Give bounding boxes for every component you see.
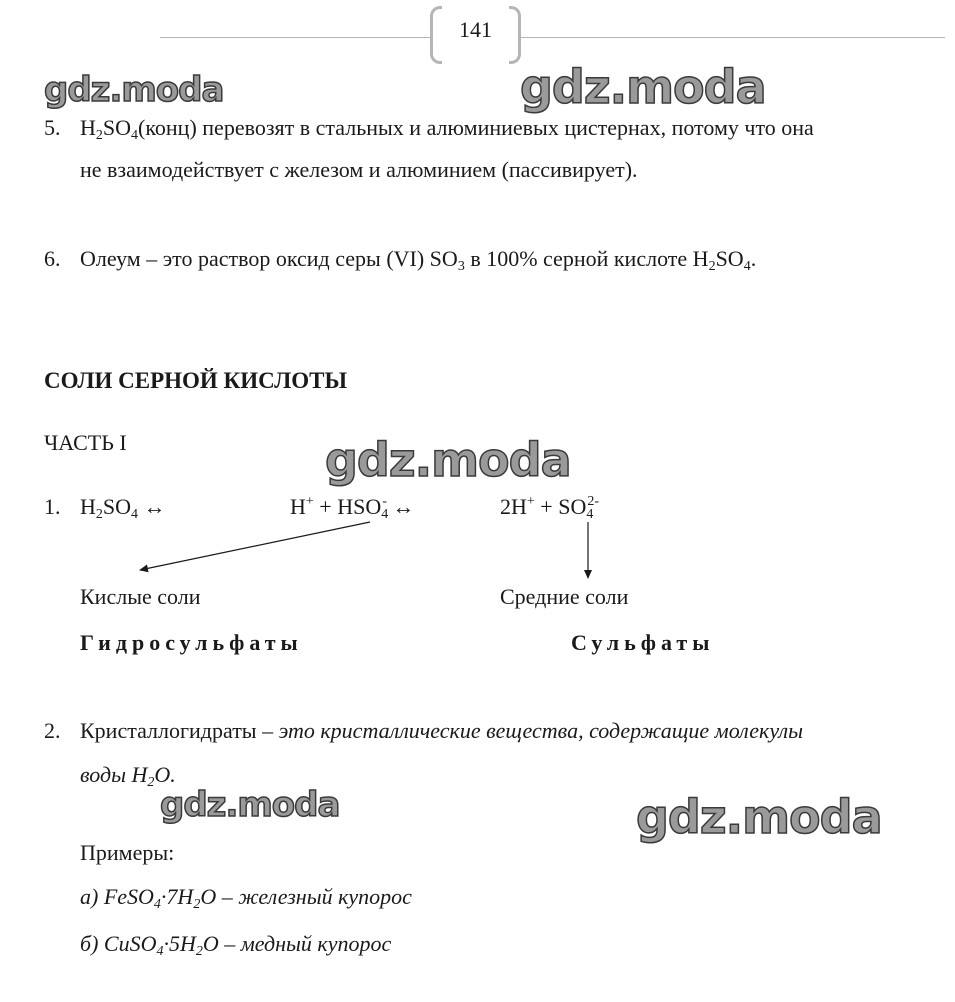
formula-text: + HSO [313, 494, 382, 519]
body-text: (конц) перевозят в стальных и алюминиевых цистернах, потому что она [138, 115, 814, 140]
formula-text: SO [102, 115, 132, 140]
normal-salts-label: Средние соли [500, 584, 629, 609]
example-text: а) FeSO [80, 884, 154, 909]
term: Кристаллогидраты – [80, 718, 279, 743]
arrow-to-acid-salts [140, 522, 370, 570]
watermark: gdz.moda [636, 790, 882, 844]
subscript: 2 [147, 775, 155, 790]
definition: O. [154, 762, 176, 787]
body-text: SO [715, 246, 744, 271]
body-text: в 100% серной кислоте H [464, 246, 709, 271]
example-b [80, 931, 391, 957]
subscript: 4 [743, 259, 751, 274]
formula-text: H [80, 494, 96, 519]
equilibrium-arrow: ↔ [138, 494, 166, 519]
example-text: ·7H [160, 884, 194, 909]
subscript: 2 [95, 128, 103, 143]
subscript: 4 [131, 507, 139, 522]
superscript: + [305, 494, 314, 509]
example-text: б) CuSO [80, 931, 157, 956]
part-label: ЧАСТЬ I [44, 430, 127, 455]
subscript: 3 [457, 259, 465, 274]
item-5-number: 5. [44, 115, 61, 140]
example-text: ·5H [163, 931, 196, 956]
watermark: gdz.moda [520, 60, 766, 114]
formula-text: SO [102, 494, 132, 519]
subscript: 2 [195, 944, 203, 959]
watermark: gdz.moda [325, 433, 571, 487]
watermark: gdz.moda [44, 70, 224, 110]
item-2-line-2 [80, 762, 176, 788]
examples-label: Примеры: [80, 840, 175, 865]
item-6-number: 6. [44, 246, 61, 271]
superscript: - [382, 494, 387, 509]
example-text: O – медный купорос [202, 931, 392, 956]
subscript: 4 [381, 507, 389, 522]
example-a [80, 884, 412, 910]
subscript: 2 [193, 897, 201, 912]
section-title: СОЛИ СЕРНОЙ КИСЛОТЫ [44, 368, 348, 393]
sulfates-label: Сульфаты [571, 630, 715, 655]
formula-text: H [290, 494, 306, 519]
subscript: 2 [95, 507, 103, 522]
equilibrium-arrow: ↔ [386, 494, 415, 519]
definition: это кристаллические вещества, содержащие молекулы [278, 718, 804, 743]
watermark: gdz.moda [160, 785, 340, 825]
hydrosulfates-label: Гидросульфаты [80, 630, 303, 655]
superscript: 2- [587, 494, 599, 509]
subscript: 4 [153, 897, 161, 912]
acid-salts-label: Кислые соли [80, 584, 201, 609]
subscript: 4 [156, 944, 164, 959]
example-text: O – железный купорос [200, 884, 412, 909]
item-2-line-1 [80, 718, 803, 744]
body-text: . [750, 246, 757, 271]
body-text: Олеум – это раствор оксид серы (VI) SO [80, 246, 458, 271]
formula-text: 2H [500, 494, 527, 519]
subscript: 4 [586, 507, 594, 522]
subscript: 4 [131, 128, 139, 143]
item-2-number: 2. [44, 718, 61, 743]
page-number: 141 [459, 17, 492, 42]
definition: воды H [80, 762, 148, 787]
formula-text: H [80, 115, 96, 140]
superscript: + [526, 494, 535, 509]
formula-text: + SO [534, 494, 587, 519]
item-5-line-2: не взаимодействует с железом и алюминием (пассивирует). [80, 157, 638, 182]
subscript: 2 [708, 259, 716, 274]
item-1-number: 1. [44, 494, 61, 519]
